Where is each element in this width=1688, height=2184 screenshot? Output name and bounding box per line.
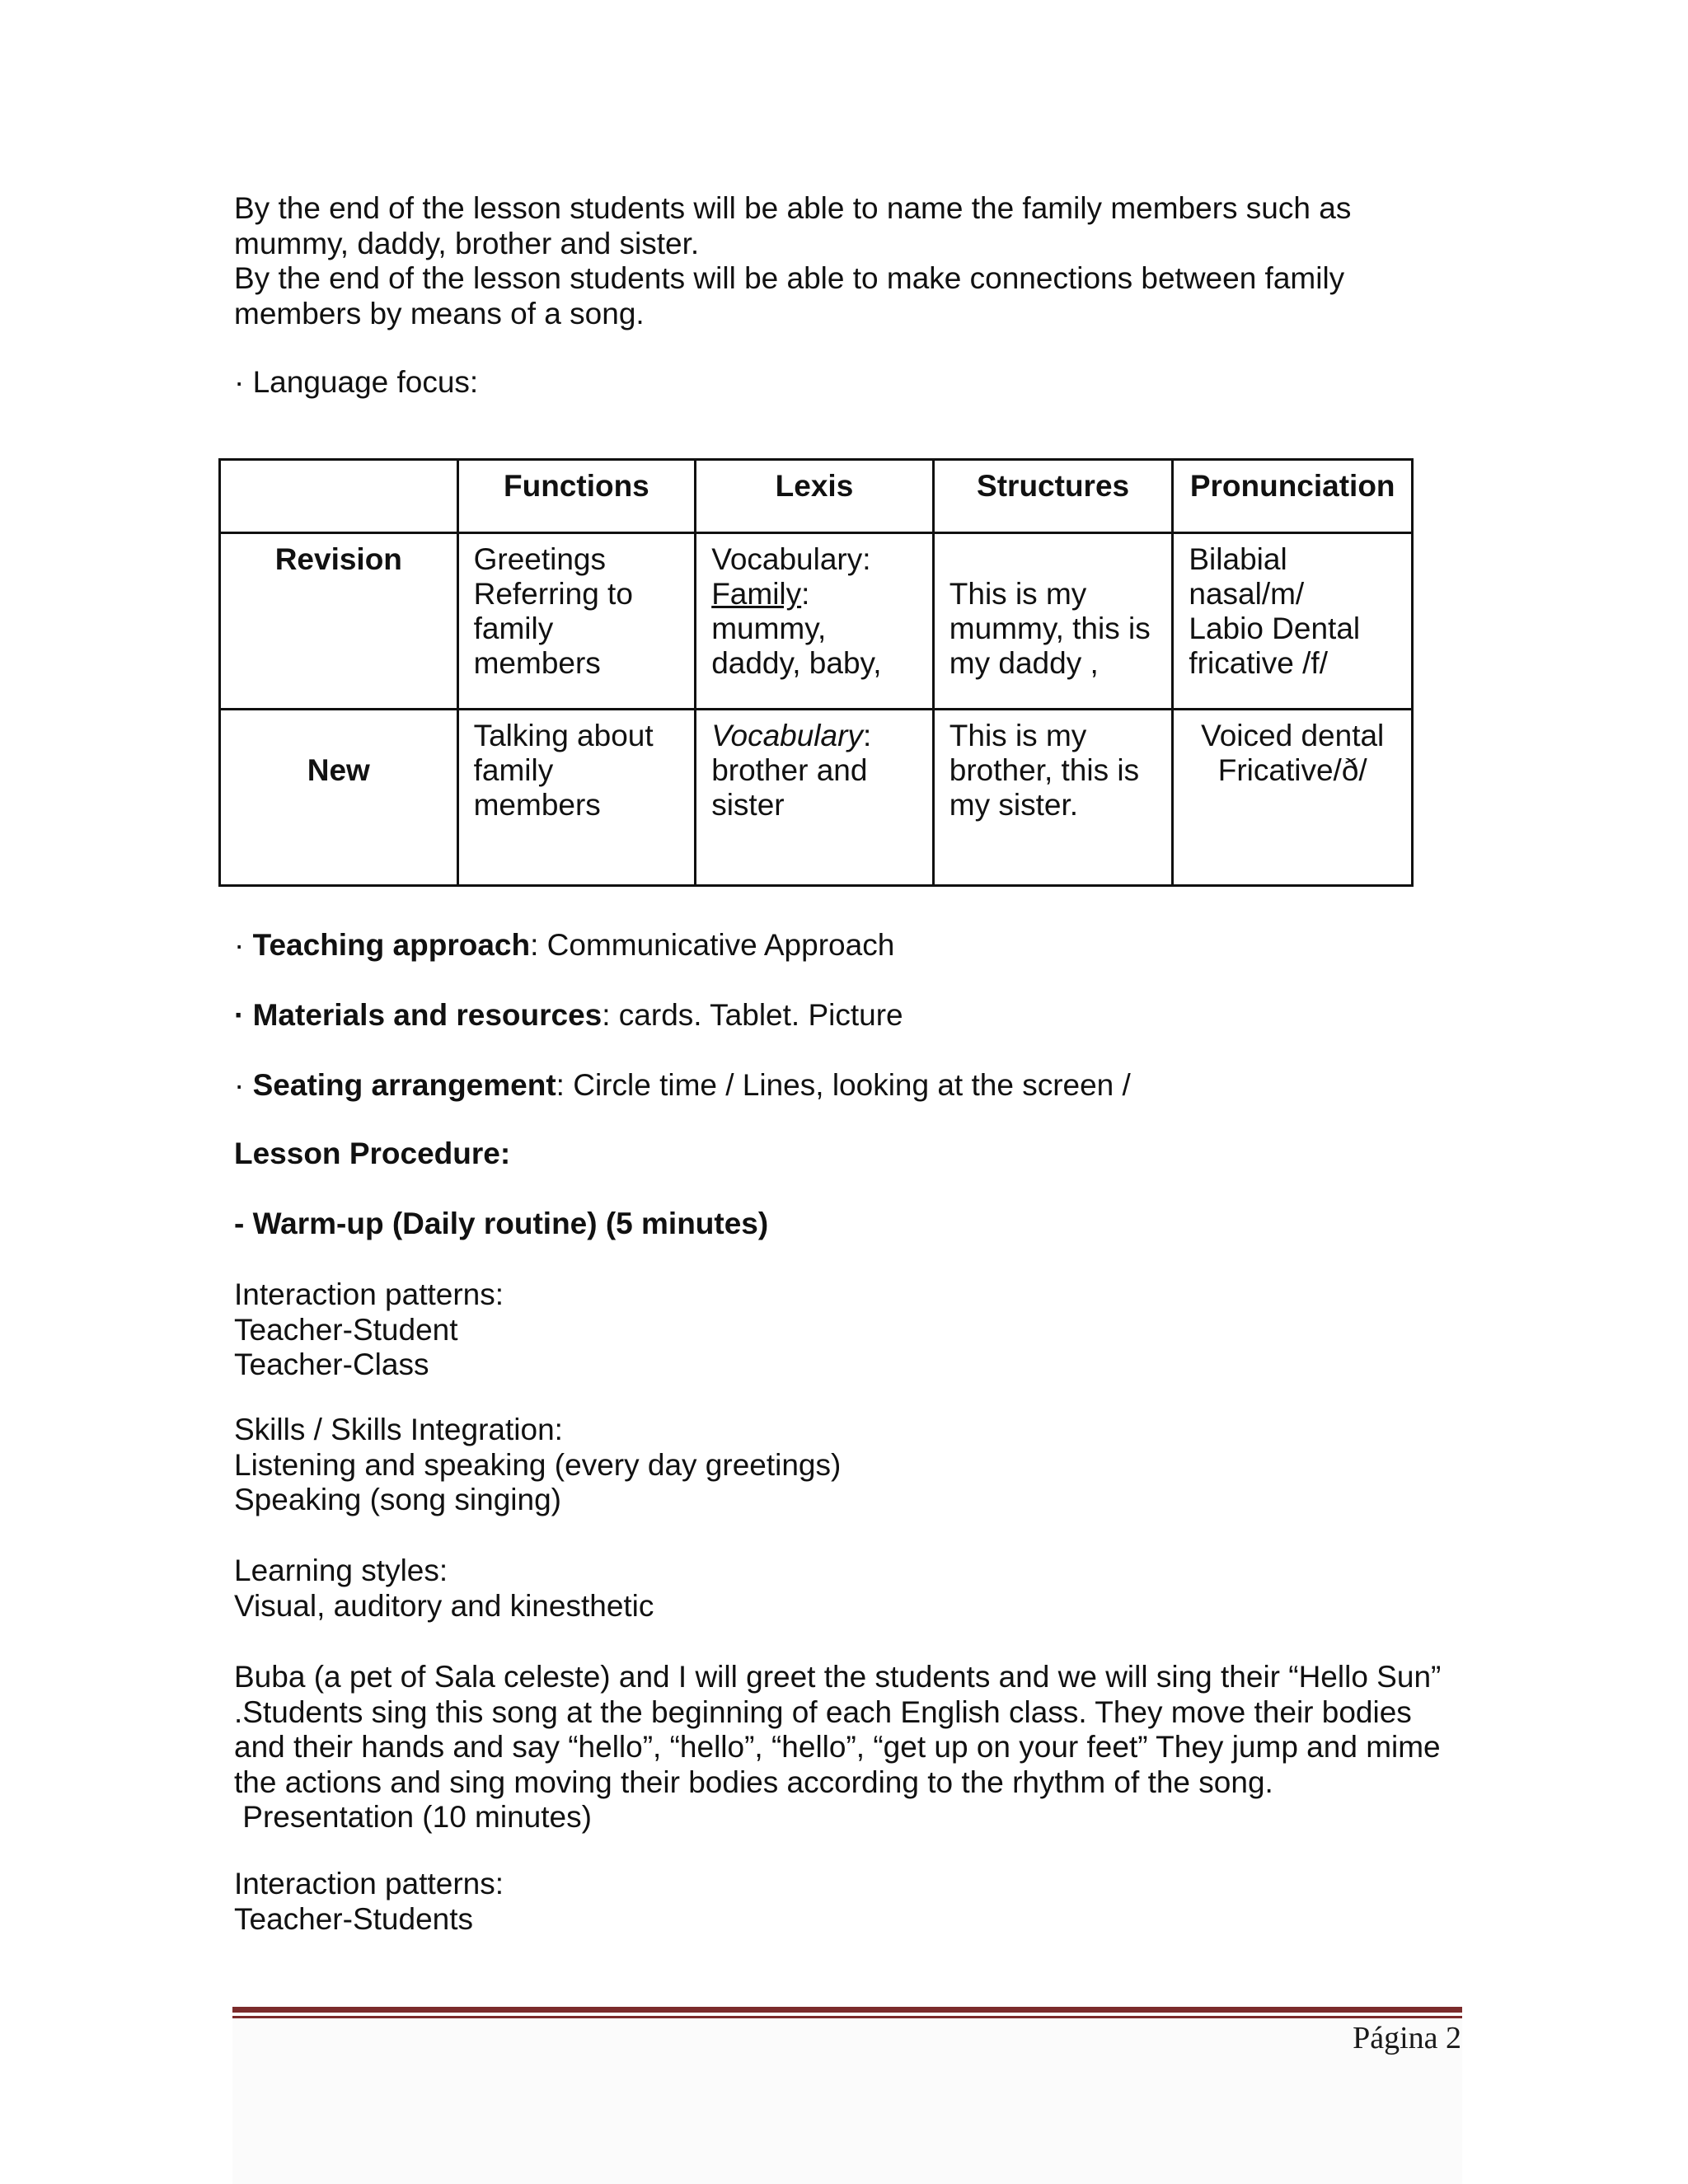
header-structures: Structures	[933, 460, 1173, 533]
header-lexis: Lexis	[696, 460, 934, 533]
cell-line: members	[473, 788, 601, 822]
cell-line: sister	[711, 788, 785, 822]
objective-line: mummy, daddy, brother and sister.	[234, 226, 700, 260]
table-row-new	[220, 710, 1413, 886]
cell-line: This is my	[949, 719, 1087, 752]
cell-revision-functions	[457, 533, 696, 710]
cell-line: my daddy ,	[949, 646, 1099, 680]
materials-label: Materials and resources	[252, 998, 603, 1032]
cell-new-pronunciation	[1173, 710, 1413, 886]
cell-line: Vocabulary:	[711, 542, 871, 576]
objective-line: members by means of a song.	[234, 296, 645, 330]
teaching-approach-label: Teaching approach	[252, 928, 531, 962]
row-label-revision: Revision	[220, 533, 458, 710]
interaction-item: Teacher-Student	[234, 1312, 458, 1347]
paragraph-line: the actions and sing moving their bodies according to the rhythm of the song.	[234, 1765, 1273, 1799]
warmup-heading-text: - Warm-up (Daily routine) (5 minutes)	[234, 1207, 769, 1240]
footer-rule-thick	[232, 2007, 1462, 2013]
lesson-procedure-heading	[234, 1137, 1454, 1172]
colon: :	[801, 577, 810, 611]
warmup-heading	[234, 1207, 1454, 1242]
seating-label: Seating arrangement	[252, 1068, 556, 1102]
cell-line	[711, 577, 917, 612]
cell-line: family	[473, 612, 554, 645]
vocabulary-italic: Vocabulary	[711, 719, 863, 752]
learning-styles-label: Learning styles:	[234, 1554, 448, 1587]
paragraph-line: and their hands and say “hello”, “hello”, “hello”, “get up on your feet” They jump and mime	[234, 1730, 1441, 1764]
cell-line: This is my	[949, 577, 1087, 611]
cell-line: fricative /f/	[1189, 646, 1328, 680]
teaching-approach-value: : Communicative Approach	[530, 928, 895, 962]
cell-new-functions	[457, 710, 696, 886]
cell-revision-lexis	[696, 533, 934, 710]
colon: :	[862, 719, 872, 752]
page-number: Página 2	[1353, 2021, 1461, 2055]
cell-line: Referring to	[473, 577, 633, 611]
cell-line: daddy, baby,	[711, 646, 882, 680]
cell-new-structures	[933, 710, 1173, 886]
learning-styles	[234, 1554, 1454, 1624]
seating-arrangement	[234, 1068, 1454, 1104]
footer-area	[232, 2018, 1462, 2184]
objective-line: By the end of the lesson students will be able to make connections between family	[234, 261, 1345, 295]
learning-styles-value: Visual, auditory and kinesthetic	[234, 1588, 654, 1623]
paragraph-line: Buba (a pet of Sala celeste) and I will greet the students and we will sing their “Hello Sun”	[234, 1660, 1442, 1694]
interaction-label: Interaction patterns:	[234, 1867, 504, 1900]
seating-value: : Circle time / Lines, looking at the screen /	[556, 1068, 1131, 1102]
language-focus-table	[218, 458, 1414, 887]
interaction-label: Interaction patterns:	[234, 1277, 504, 1311]
cell-line: family	[473, 753, 554, 787]
cell-line: my sister.	[949, 788, 1079, 822]
cell-line: Bilabial	[1189, 542, 1287, 576]
language-focus-text: · Language focus:	[234, 365, 479, 399]
materials-value: : cards. Tablet. Picture	[602, 998, 903, 1032]
cell-revision-structures	[933, 533, 1173, 710]
cell-line: Fricative/ð/	[1217, 753, 1367, 787]
family-underlined: Family	[711, 577, 802, 611]
bullet: ·	[234, 928, 253, 962]
empty-header-cell	[220, 460, 458, 533]
skills-item: Listening and speaking (every day greetings)	[234, 1447, 842, 1482]
cell-line: nasal/m/	[1189, 577, 1305, 611]
cell-line: brother, this is	[949, 753, 1140, 787]
materials-resources	[234, 998, 1454, 1033]
table-header-row	[220, 460, 1413, 533]
cell-line: Greetings	[473, 542, 607, 576]
skills-label: Skills / Skills Integration:	[234, 1413, 563, 1446]
cell-line	[711, 719, 917, 753]
skills-integration	[234, 1413, 1454, 1518]
cell-line: mummy,	[711, 612, 827, 645]
skills-item: Speaking (song singing)	[234, 1483, 561, 1516]
buba-paragraph	[234, 1660, 1470, 1835]
lesson-objectives	[234, 191, 1454, 331]
bullet: ·	[234, 998, 253, 1032]
footer-rule-thin	[232, 2016, 1462, 2018]
cell-line: brother and	[711, 753, 868, 787]
header-functions: Functions	[457, 460, 696, 533]
teaching-approach	[234, 928, 1454, 963]
presentation-line: Presentation (10 minutes)	[234, 1800, 592, 1834]
cell-line: Talking about	[473, 719, 654, 752]
cell-line: mummy, this is	[949, 612, 1151, 645]
interaction-item: Teacher-Class	[234, 1347, 429, 1381]
interaction-patterns-2	[234, 1867, 1454, 1937]
objective-line: By the end of the lesson students will be able to name the family members such as	[234, 191, 1352, 225]
bullet: ·	[234, 1068, 253, 1102]
paragraph-line: .Students sing this song at the beginning of each English class. They move their bodies	[234, 1694, 1412, 1729]
cell-revision-pronunciation	[1173, 533, 1413, 710]
cell-new-lexis	[696, 710, 934, 886]
interaction-patterns-1	[234, 1277, 1454, 1383]
row-label-new: New	[220, 710, 458, 886]
lesson-procedure-text: Lesson Procedure:	[234, 1137, 511, 1170]
cell-line: Labio Dental	[1189, 612, 1361, 645]
interaction-item: Teacher-Students	[234, 1901, 474, 1936]
cell-line: Voiced dental	[1201, 719, 1385, 752]
cell-line: members	[473, 646, 601, 680]
header-pronunciation: Pronunciation	[1173, 460, 1413, 533]
table-row-revision	[220, 533, 1413, 710]
language-focus-label	[234, 365, 1454, 401]
